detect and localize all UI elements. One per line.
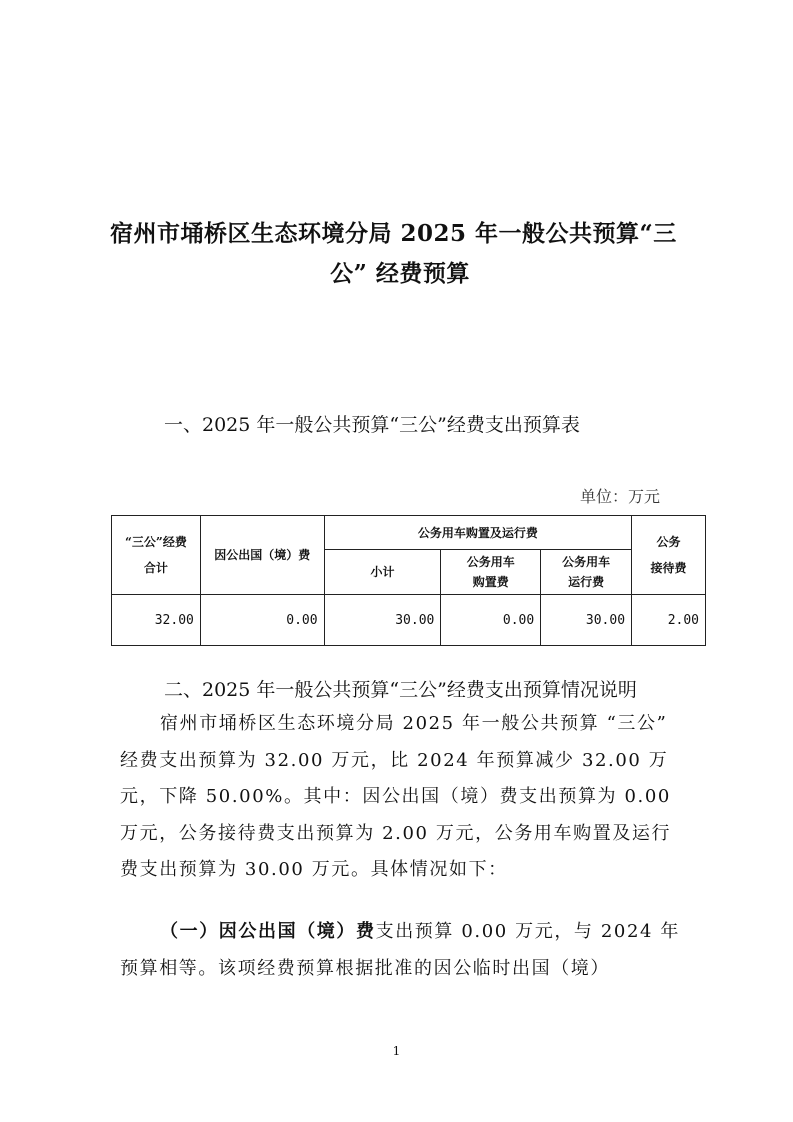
- header-subtotal: 小计: [324, 550, 441, 595]
- value-subtotal: 30.00: [324, 595, 441, 646]
- paragraph-1: 宿州市埇桥区生态环境分局 2025 年一般公共预算 “三公” 经费支出预算为 32.00 万元，比 2024 年预算减少 32.00 万元，下降 50.00%。其中：因公出国（境）费支出预算为 0.00 万元，公务接待费支出预算为 2.00 万元，公务用车购置及运行费支出预算为 30.00 万元。具体情况如下：: [120, 713, 672, 880]
- value-purchase: 0.00: [441, 595, 541, 646]
- header-reception-l2: 接待费: [650, 561, 687, 575]
- section-1-heading: 一、2025 年一般公共预算“三公”经费支出预算表: [164, 414, 580, 436]
- value-reception: 2.00: [632, 595, 706, 646]
- header-reception-l1: 公务: [656, 535, 681, 549]
- header-total: [112, 516, 201, 595]
- title-line-2: 公” 经费预算: [330, 260, 470, 287]
- title-line-1: 宿州市埇桥区生态环境分局 2025 年一般公共预算“三: [110, 220, 677, 247]
- paragraph-2: [120, 914, 680, 987]
- header-total-top: “三公”经费: [125, 535, 187, 549]
- header-operation-l2: 运行费: [568, 575, 605, 589]
- page-number: 1: [392, 1044, 401, 1058]
- budget-table: [111, 515, 706, 646]
- table-row: [112, 595, 706, 646]
- header-operation: [541, 550, 632, 595]
- section-2-heading: 二、2025 年一般公共预算“三公”经费支出预算情况说明: [164, 679, 637, 701]
- paragraph-2-heading: （一）因公出国（境）费: [160, 921, 376, 942]
- header-reception: [632, 516, 706, 595]
- header-purchase-l2: 购置费: [472, 575, 509, 589]
- header-purchase-l1: 公务用车: [466, 555, 515, 569]
- header-total-bottom: 合计: [143, 561, 168, 575]
- value-abroad: 0.00: [200, 595, 324, 646]
- value-operation: 30.00: [541, 595, 632, 646]
- paragraph-2-text: 支出预算 0.00 万元，与 2024 年预算相等。该项经费预算根据批准的因公临时出国（境）: [120, 921, 680, 979]
- header-operation-l1: 公务用车: [562, 555, 611, 569]
- document-title: [110, 214, 690, 294]
- table-header-row-1: [112, 516, 706, 550]
- header-abroad: 因公出国（境）费: [200, 516, 324, 595]
- unit-label: 单位：万元: [580, 487, 661, 506]
- header-purchase: [441, 550, 541, 595]
- header-vehicle-group: 公务用车购置及运行费: [324, 516, 631, 550]
- value-total: 32.00: [112, 595, 201, 646]
